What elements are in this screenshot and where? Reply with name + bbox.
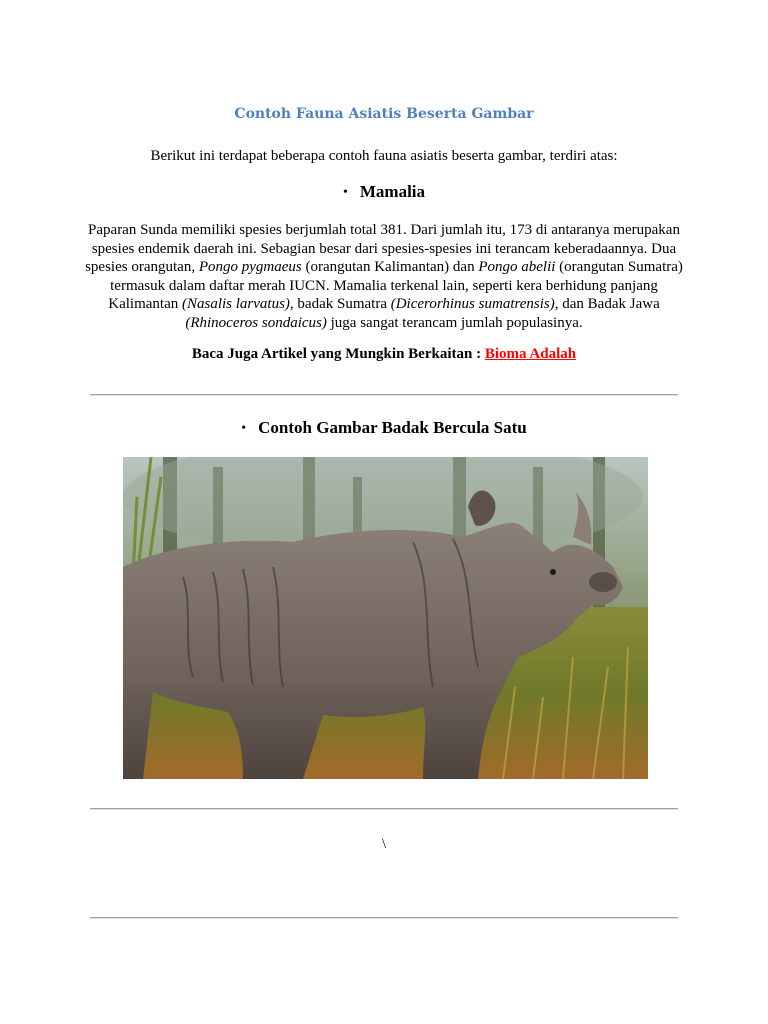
species-name: Pongo pygmaeus xyxy=(198,259,302,276)
paragraph-text: juga sangat terancam jumlah populasinya. xyxy=(326,314,583,331)
paragraph-text: , badak Sumatra xyxy=(289,296,391,313)
species-name: (Rhinoceros sondaicus) xyxy=(185,314,327,331)
paragraph-text: Paparan Sunda memiliki spesies berjumlah total 381. Dari jumlah itu, 173 di antaranya merupakan spesies endemik daerah ini. Sebagian besar dari spesies-spesies ini terancam keberadaannya. Dua spesies orangutan, xyxy=(85,222,680,276)
species-name: (Dicerorhinus sumatrensis) xyxy=(390,296,555,313)
paragraph-text: (orangutan Sumatra) termasuk dalam daftar merah IUCN. Mamalia terkenal lain, seperti kera berhidung panjang Kalimantan xyxy=(108,259,683,313)
related-label: Baca Juga Artikel yang Mungkin Berkaitan : xyxy=(191,346,485,362)
horizontal-rule xyxy=(90,808,678,810)
rhino-image xyxy=(123,457,648,779)
section-heading-mamalia xyxy=(0,182,768,202)
species-name: (Nasalis larvatus) xyxy=(181,296,290,313)
horizontal-rule xyxy=(90,394,678,396)
species-name: Pongo abelii xyxy=(478,259,556,276)
rhino-photo xyxy=(123,457,648,779)
section-heading-label: Contoh Gambar Badak Bercula Satu xyxy=(258,418,527,437)
related-article xyxy=(0,346,768,363)
intro-text: Berikut ini terdapat beberapa contoh fauna asiatis beserta gambar, terdiri atas: xyxy=(150,148,618,164)
bullet-icon: • xyxy=(342,185,348,200)
bullet-icon: • xyxy=(241,421,247,436)
horizontal-rule xyxy=(90,917,678,919)
related-link[interactable]: Bioma Adalah xyxy=(484,346,577,362)
mamalia-paragraph xyxy=(84,221,684,333)
section-heading-badak xyxy=(0,418,768,438)
section-heading-label: Mamalia xyxy=(359,182,426,201)
paragraph-text: (orangutan Kalimantan) dan xyxy=(301,259,479,276)
stray-text: \ xyxy=(381,836,387,852)
page-title: Contoh Fauna Asiatis Beserta Gambar xyxy=(234,106,534,122)
paragraph-text: , dan Badak Jawa xyxy=(554,296,660,313)
